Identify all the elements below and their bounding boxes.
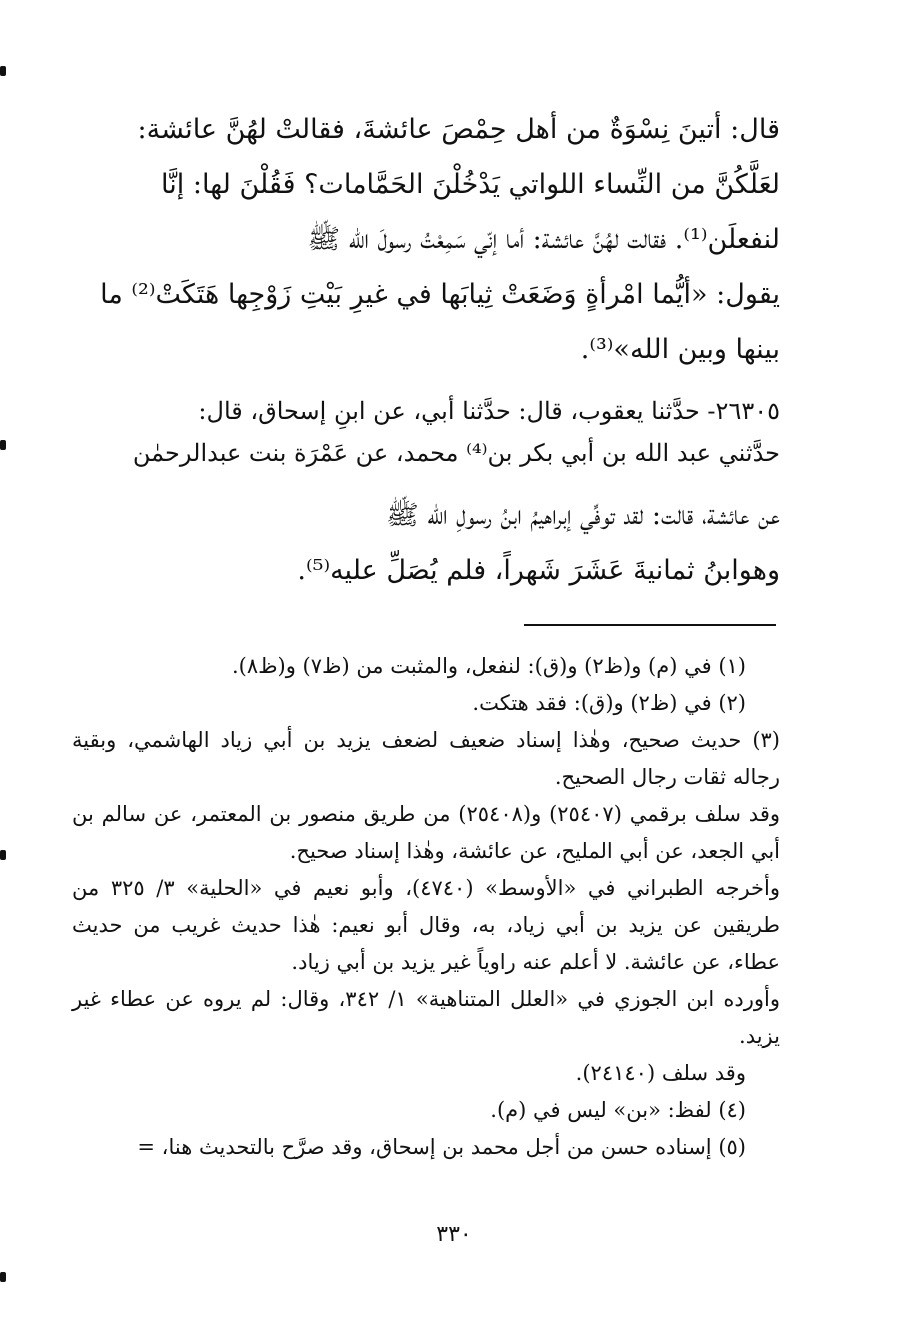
footnote: (١) في (م) و(ظ٢) و(ق): لنفعل، والمثبت من (ظ٧) و(ظ٨).	[231, 654, 746, 678]
hadith-matn	[72, 488, 780, 598]
text-line: ٢٦٣٠٥- حدَّثنا يعقوب، قال: حدَّثنا أبي، عن ابنِ إسحاق، قال:	[198, 397, 780, 425]
footnote: وقد سلف برقمي (٢٥٤٠٧) و(٢٥٤٠٨) من طريق منصور بن المعتمر، عن سالم بن أبي الجعد، عن أبي المليح، عن عائشة، وهٰذا إسناد صحيح.	[72, 802, 781, 863]
footnote: (٣) حديث صحيح، وهٰذا إسناد ضعيف لضعف يزيد بن أبي زياد الهاشمي، وبقية رجاله ثقات رجال الصحيح.	[72, 728, 780, 789]
text-line: لعَلَّكُنَّ من النِّساء اللواتي يَدْخُلْنَ الحَمَّامات؟ فَقُلْنَ لها: إنَّا	[161, 169, 780, 200]
text-line: قال: أتينَ نِسْوَةٌ من أهل حِمْصَ عائشةَ، فقالتْ لهُنَّ عائشة:	[137, 114, 780, 145]
footnote: (٤) لفظ: «بن» ليس في (م).	[490, 1098, 746, 1122]
scan-edge-mark	[0, 66, 6, 76]
scan-edge-mark	[0, 440, 6, 450]
footnote: وأورده ابن الجوزي في «العلل المتناهية» ١/ ٣٤٢، وقال: لم يروه عن عطاء غير يزيد.	[72, 987, 780, 1048]
footnote: (٢) في (ظ٢) و(ق): فقد هتكت.	[472, 691, 746, 715]
page-number: ٣٣٠	[436, 1222, 472, 1247]
text-line: يقول: «أيُّما امْرأةٍ وَضَعَتْ ثِيابَها في غيرِ بَيْتِ زَوْجِها هَتَكَتْ⁽²⁾ ما	[100, 279, 780, 310]
main-text	[72, 102, 780, 377]
scan-edge-mark	[0, 1272, 6, 1282]
hadith-isnad	[72, 390, 780, 474]
footnote: (٥) إسناده حسن من أجل محمد بن إسحاق، وقد صرَّح بالتحديث هنا، =	[137, 1135, 746, 1159]
footnote-divider	[524, 624, 776, 626]
text-line: لنفعلَن⁽¹⁾. فقالت لهُنَّ عائشة: أما إنّي سَمِعْتُ رسولَ الله ﷺ	[307, 224, 780, 255]
footnotes	[72, 648, 780, 1166]
text-line: حدَّثني عبد الله بن أبي بكر بن⁽⁴⁾ محمد، عن عَمْرَة بنت عبدالرحمٰن	[132, 439, 780, 467]
footnote: وأخرجه الطبراني في «الأوسط» (٤٧٤٠)، وأبو نعيم في «الحلية» ٣/ ٣٢٥ من طريقين عن يزيد بن أبي زياد، به، وقال أبو نعيم: هٰذا حديث غريب من حديث عطاء، عن عائشة. لا أعلم عنه راوياً غير يزيد بن أبي زياد.	[72, 876, 780, 974]
text-line: وهوابنُ ثمانيةَ عَشَرَ شَهراً، فلم يُصَلِّ عليه⁽⁵⁾.	[297, 555, 780, 586]
scan-edge-mark	[0, 850, 6, 860]
text-line: عن عائشة، قالت: لقد توفِّي إبراهيمُ ابنُ رسولِ الله ﷺ	[386, 500, 780, 531]
footnote: وقد سلف (٢٤١٤٠).	[575, 1061, 746, 1085]
text-line: بينها وبين الله»⁽³⁾.	[580, 334, 780, 365]
